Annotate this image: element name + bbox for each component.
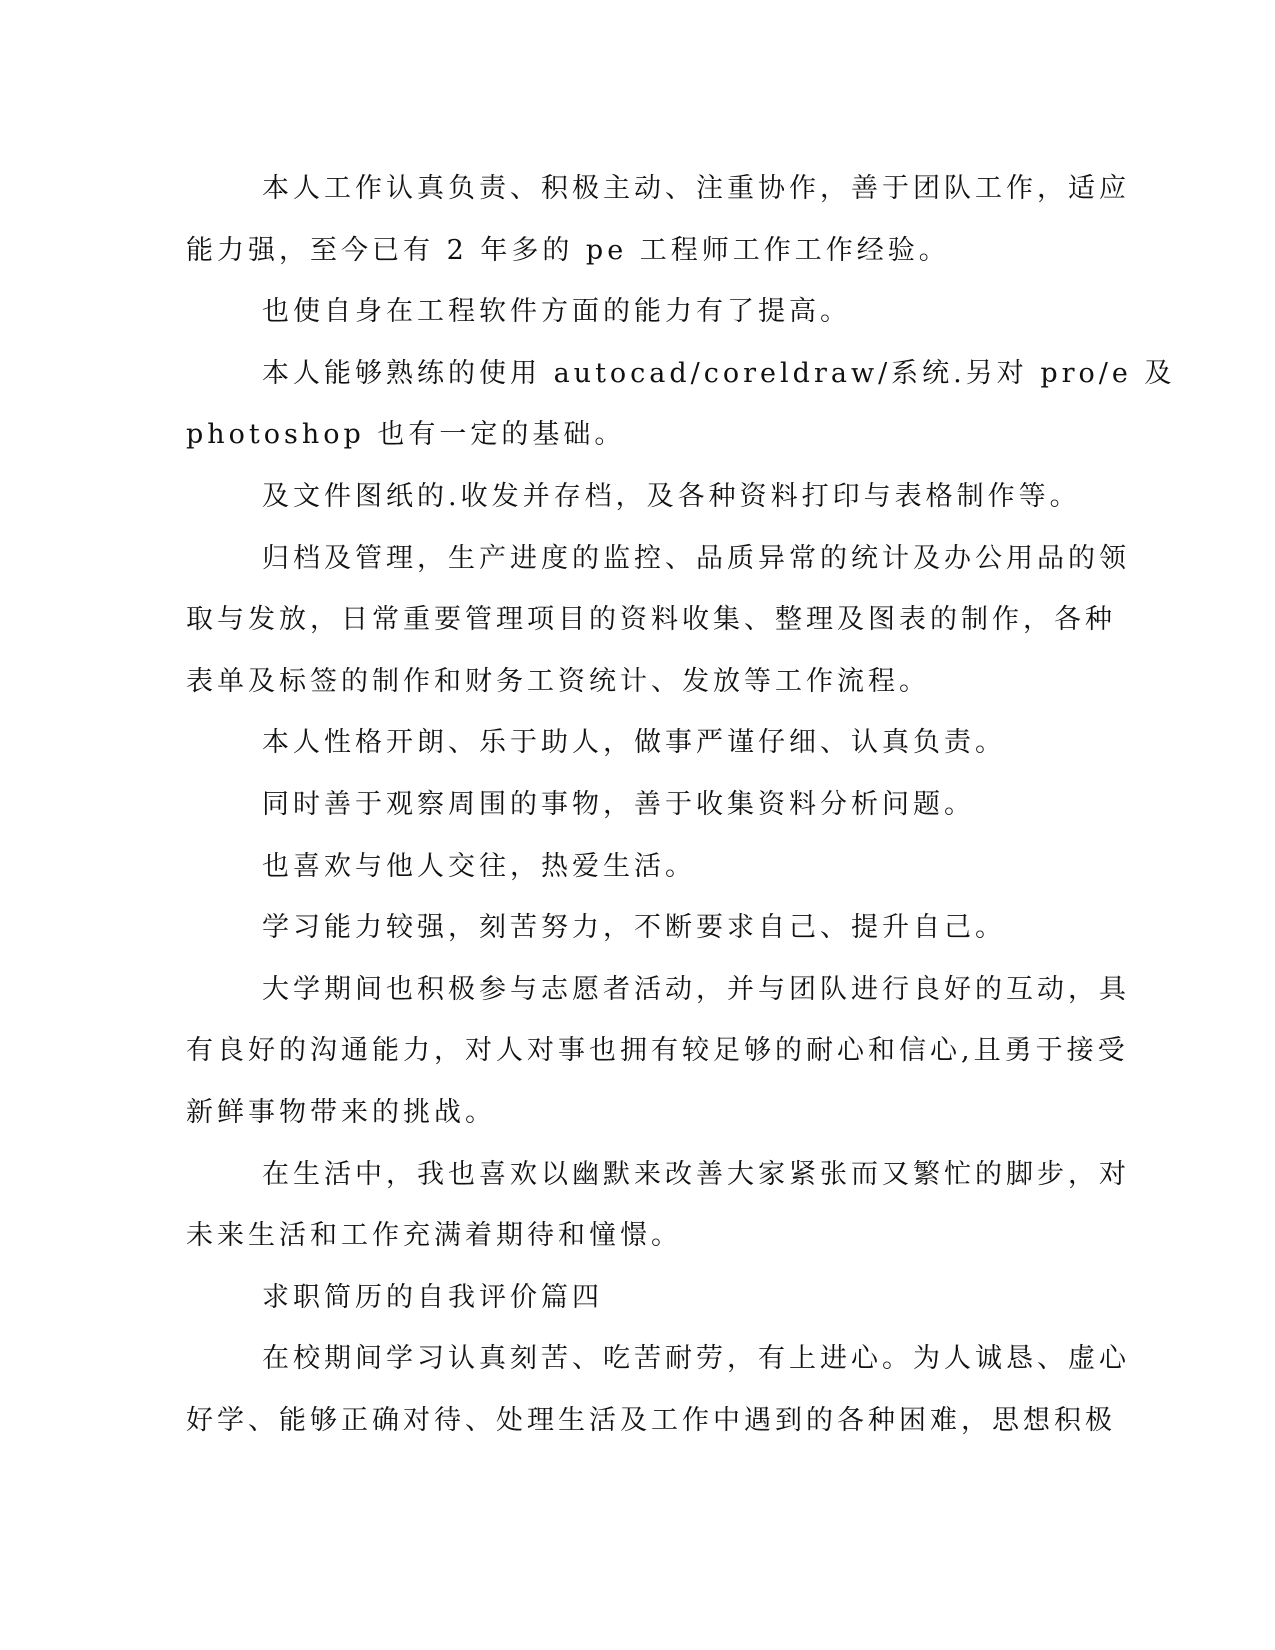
text-line: 也喜欢与他人交往，热爱生活。	[262, 850, 696, 882]
text-line: 求职简历的自我评价篇四	[262, 1281, 603, 1313]
paragraph	[186, 343, 1176, 466]
text-line: 学习能力较强，刻苦努力，不断要求自己、提升自己。	[262, 912, 1006, 944]
paragraph	[186, 897, 1076, 959]
text-line: 在生活中，我也喜欢以幽默来改善大家紧张而又繁忙的脚步，对	[262, 1158, 1130, 1190]
paragraph	[186, 466, 1081, 528]
document-body	[186, 158, 1176, 1451]
paragraph	[186, 1328, 1130, 1451]
text-line: 有良好的沟通能力，对人对事也拥有较足够的耐心和信心,且勇于接受	[186, 1035, 1129, 1067]
paragraph	[186, 836, 1076, 898]
text-line: 本人性格开朗、乐于助人，做事严谨仔细、认真负责。	[262, 727, 1006, 759]
paragraph	[186, 712, 1076, 774]
paragraph	[186, 774, 1076, 836]
text-line: 大学期间也积极参与志愿者活动，并与团队进行良好的互动，具	[262, 973, 1130, 1005]
paragraph	[186, 528, 1130, 713]
text-line: 能力强，至今已有 2 年多的 pe 工程师工作工作经验。	[186, 234, 950, 266]
paragraph	[186, 281, 1076, 343]
text-line: 在校期间学习认真刻苦、吃苦耐劳，有上进心。为人诚恳、虚心	[262, 1343, 1130, 1375]
text-line: 好学、能够正确对待、处理生活及工作中遇到的各种困难，思想积极	[186, 1404, 1116, 1436]
paragraph	[186, 158, 1130, 281]
text-line: 也使自身在工程软件方面的能力有了提高。	[262, 296, 851, 328]
paragraph	[186, 1144, 1130, 1267]
text-line: 归档及管理，生产进度的监控、品质异常的统计及办公用品的领	[262, 542, 1130, 574]
text-line: 未来生活和工作充满着期待和憧憬。	[186, 1220, 682, 1252]
text-line: 本人能够熟练的使用 autocad/coreldraw/系统.另对 pro/e 及	[262, 357, 1176, 389]
text-line: 及文件图纸的.收发并存档，及各种资料打印与表格制作等。	[262, 480, 1081, 512]
text-line: 取与发放，日常重要管理项目的资料收集、整理及图表的制作，各种	[186, 604, 1116, 636]
text-line: photoshop 也有一定的基础。	[186, 419, 626, 451]
section-heading	[186, 1267, 1076, 1329]
text-line: 本人工作认真负责、积极主动、注重协作，善于团队工作，适应	[262, 173, 1130, 204]
text-line: 表单及标签的制作和财务工资统计、发放等工作流程。	[186, 665, 930, 697]
text-line: 新鲜事物带来的挑战。	[186, 1096, 496, 1128]
text-line: 同时善于观察周围的事物，善于收集资料分析问题。	[262, 788, 975, 820]
paragraph	[186, 959, 1130, 1144]
